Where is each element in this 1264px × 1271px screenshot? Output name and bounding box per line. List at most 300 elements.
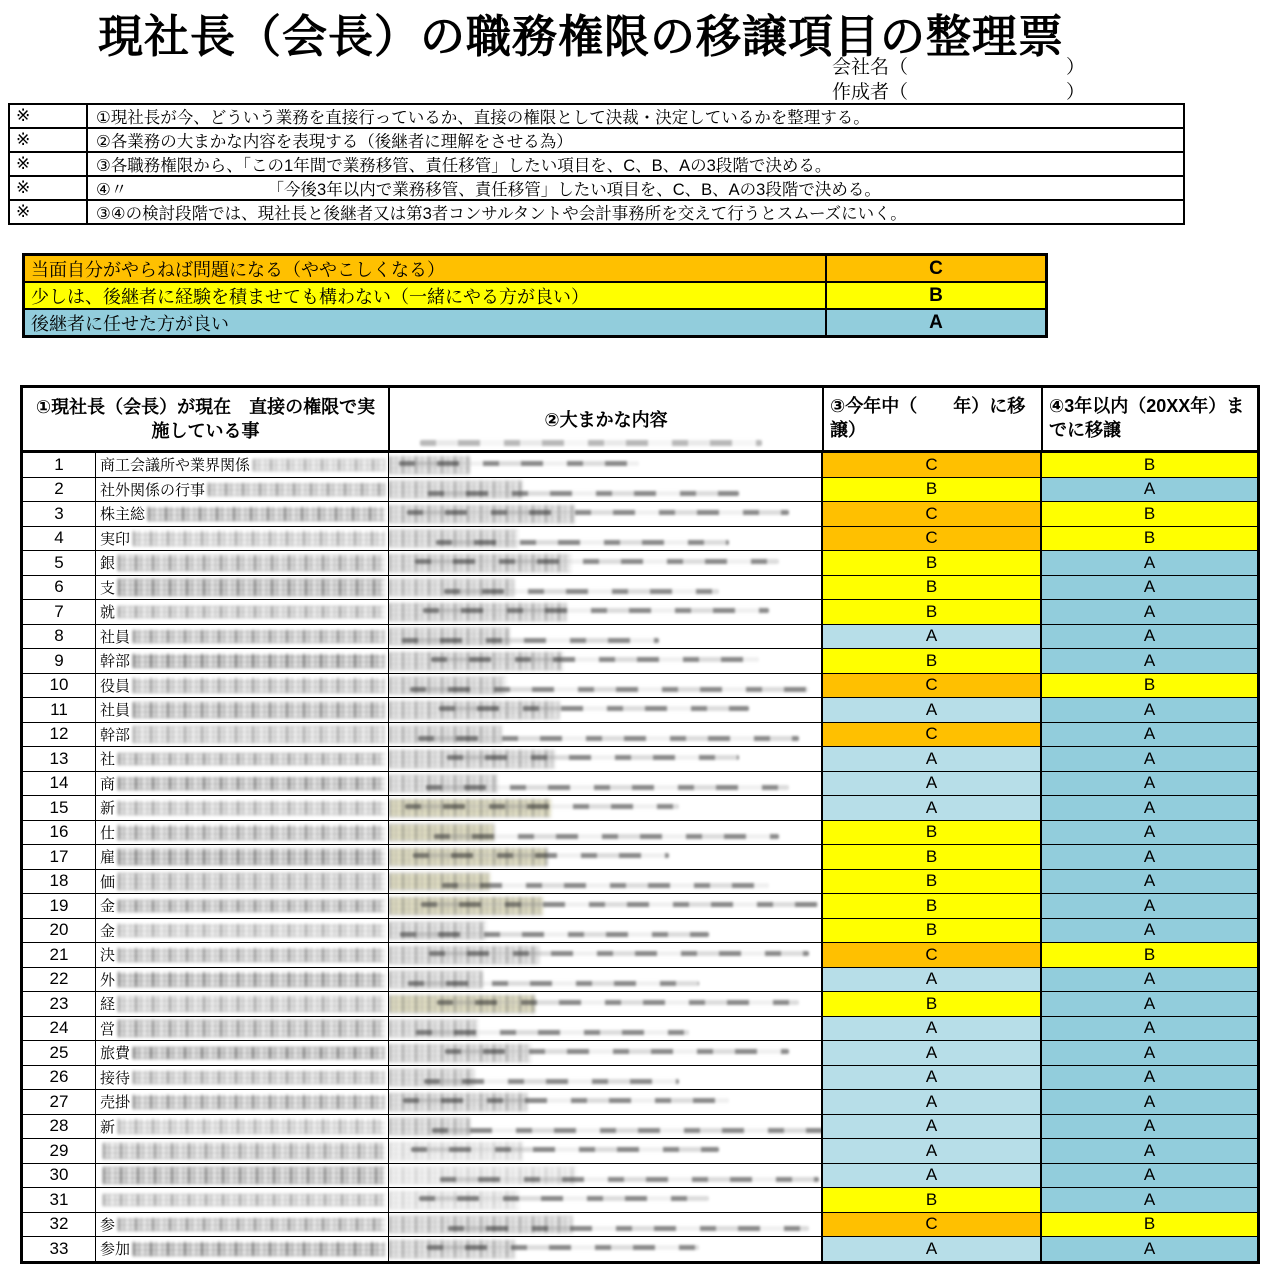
table-row — [23, 625, 1257, 650]
transfer-three-year: A — [1042, 1164, 1257, 1188]
redacted-smudge — [118, 555, 385, 571]
table-row — [23, 772, 1257, 797]
redacted-smudge — [405, 804, 679, 809]
redacted-smudge — [103, 1194, 385, 1206]
item-name-text: 社員 — [100, 628, 131, 646]
transfer-this-year: A — [823, 1090, 1042, 1114]
table-row — [23, 527, 1257, 552]
legend-table — [22, 253, 1048, 338]
redacted-smudge — [118, 924, 385, 937]
item-name — [96, 1090, 389, 1114]
transfer-three-year: A — [1042, 551, 1257, 575]
item-name — [96, 1164, 389, 1188]
note-marker: ※ — [10, 105, 88, 127]
transfer-this-year: B — [823, 821, 1042, 845]
transfer-three-year: A — [1042, 821, 1257, 845]
item-name — [96, 527, 389, 551]
item-name — [96, 1017, 389, 1041]
note-text: ①現社長が今、どういう業務を直接行っているか、直接の権限として決裁・決定しているかを整理する。 — [96, 109, 870, 127]
legend-label: 後継者に任せた方が良い — [25, 310, 827, 335]
redacted-smudge — [408, 981, 699, 986]
transfer-this-year: A — [823, 1164, 1042, 1188]
row-number: 5 — [23, 551, 96, 575]
table-row — [23, 894, 1257, 919]
item-name — [96, 625, 389, 649]
item-name — [96, 821, 389, 845]
transfer-this-year: C — [823, 723, 1042, 747]
item-name — [96, 919, 389, 943]
table-row — [23, 1237, 1257, 1261]
transfer-this-year: B — [823, 845, 1042, 869]
table-row — [23, 845, 1257, 870]
note-marker: ※ — [10, 201, 88, 223]
table-row — [23, 821, 1257, 846]
transfer-three-year: A — [1042, 1066, 1257, 1090]
item-name-text: 金 — [100, 898, 116, 916]
transfer-this-year: B — [823, 894, 1042, 918]
note-marker: ※ — [10, 129, 88, 151]
author-row — [832, 77, 1085, 104]
redacted-smudge — [133, 678, 385, 693]
table-row — [23, 723, 1257, 748]
item-description — [389, 478, 823, 502]
row-number: 22 — [23, 968, 96, 992]
redacted-smudge — [403, 1098, 729, 1103]
item-description — [389, 527, 823, 551]
transfer-three-year: A — [1042, 870, 1257, 894]
redacted-smudge — [133, 726, 385, 743]
item-name-text: 外 — [100, 971, 116, 989]
item-name — [96, 845, 389, 869]
transfer-this-year: A — [823, 1041, 1042, 1065]
item-name-text: 幹部 — [100, 653, 131, 671]
table-row — [23, 1017, 1257, 1042]
redacted-smudge — [420, 440, 762, 446]
row-number: 26 — [23, 1066, 96, 1090]
row-number: 24 — [23, 1017, 96, 1041]
row-number: 3 — [23, 502, 96, 526]
item-description — [389, 625, 823, 649]
row-number: 32 — [23, 1213, 96, 1237]
note-marker: ※ — [10, 153, 88, 175]
item-description — [389, 1017, 823, 1041]
row-number: 4 — [23, 527, 96, 551]
redacted-smudge — [429, 951, 809, 956]
redacted-smudge — [118, 1020, 385, 1037]
table-row — [23, 576, 1257, 601]
item-name-text: 旅費 — [100, 1045, 131, 1063]
redacted-smudge — [133, 702, 385, 718]
item-name-text: 就 — [100, 604, 116, 622]
transfer-this-year: A — [823, 1115, 1042, 1139]
transfer-three-year: B — [1042, 674, 1257, 698]
item-description — [389, 821, 823, 845]
item-name-text: 新 — [100, 1118, 116, 1136]
item-description — [389, 1115, 823, 1139]
redacted-smudge — [431, 657, 759, 662]
redacted-smudge — [444, 589, 719, 594]
row-number: 8 — [23, 625, 96, 649]
redacted-smudge — [418, 736, 799, 741]
table-row — [23, 600, 1257, 625]
row-number: 2 — [23, 478, 96, 502]
item-description — [389, 723, 823, 747]
item-name-text: 銀 — [100, 555, 116, 573]
table-row — [23, 453, 1257, 478]
transfer-this-year: A — [823, 1066, 1042, 1090]
item-name — [96, 1139, 389, 1163]
row-number: 33 — [23, 1237, 96, 1261]
redacted-smudge — [419, 1196, 709, 1201]
item-name — [96, 870, 389, 894]
item-name-text: 雇 — [100, 849, 116, 867]
item-description — [389, 919, 823, 943]
notes-table — [8, 103, 1185, 225]
transfer-three-year: A — [1042, 649, 1257, 673]
table-row — [23, 674, 1257, 699]
row-number: 12 — [23, 723, 96, 747]
transfer-three-year: A — [1042, 1139, 1257, 1163]
item-name-text: 営 — [100, 1020, 116, 1038]
row-number: 1 — [23, 453, 96, 477]
authority-table-header — [23, 388, 1257, 453]
item-name-text: 社 — [100, 751, 116, 769]
transfer-this-year: B — [823, 551, 1042, 575]
table-row — [23, 968, 1257, 993]
item-name-text: 商 — [100, 775, 116, 793]
item-description — [389, 968, 823, 992]
transfer-this-year: C — [823, 943, 1042, 967]
transfer-three-year: A — [1042, 894, 1257, 918]
redacted-smudge — [118, 579, 385, 596]
row-number: 17 — [23, 845, 96, 869]
item-description — [389, 1164, 823, 1188]
item-name-text: 社外関係の行事 — [100, 481, 206, 499]
row-number: 11 — [23, 698, 96, 722]
redacted-smudge — [413, 853, 669, 858]
row-number: 6 — [23, 576, 96, 600]
item-description — [389, 772, 823, 796]
transfer-three-year: A — [1042, 1041, 1257, 1065]
row-number: 27 — [23, 1090, 96, 1114]
redacted-smudge — [415, 559, 779, 564]
redacted-smudge — [416, 1030, 689, 1035]
item-name — [96, 1188, 389, 1212]
item-name — [96, 894, 389, 918]
note-text: ③各職務権限から、「この1年間で業務移管、責任移管」したい項目を、C、B、Aの3段階で決める。 — [96, 157, 832, 175]
authority-table-body — [23, 453, 1257, 1261]
transfer-three-year: A — [1042, 478, 1257, 502]
item-name — [96, 943, 389, 967]
item-name — [96, 478, 389, 502]
item-name-text: 売掛 — [100, 1094, 131, 1112]
table-row — [23, 1115, 1257, 1140]
redacted-smudge — [447, 755, 739, 760]
transfer-this-year: A — [823, 747, 1042, 771]
authority-table — [20, 385, 1260, 1264]
redacted-smudge — [103, 1143, 385, 1159]
item-name-text: 商工会議所や業界関係 — [100, 457, 251, 475]
row-number: 16 — [23, 821, 96, 845]
legend-value: C — [827, 256, 1045, 281]
table-row — [23, 943, 1257, 968]
table-row — [23, 796, 1257, 821]
item-name — [96, 453, 389, 477]
item-description — [389, 649, 823, 673]
table-row — [23, 747, 1257, 772]
redacted-smudge — [133, 630, 385, 643]
row-number: 28 — [23, 1115, 96, 1139]
transfer-this-year: C — [823, 502, 1042, 526]
item-name-text: 接待 — [100, 1069, 131, 1087]
transfer-three-year: A — [1042, 1017, 1257, 1041]
table-row — [23, 1090, 1257, 1115]
redacted-smudge — [118, 873, 385, 890]
transfer-three-year: A — [1042, 625, 1257, 649]
redacted-smudge — [436, 540, 729, 545]
table-row — [23, 992, 1257, 1017]
row-number: 10 — [23, 674, 96, 698]
item-description — [389, 796, 823, 820]
row-number: 13 — [23, 747, 96, 771]
transfer-this-year: B — [823, 600, 1042, 624]
transfer-three-year: A — [1042, 1090, 1257, 1114]
transfer-three-year: B — [1042, 1213, 1257, 1237]
header-transfer-three-years: ④3年以内（20XX年）までに移譲 — [1049, 396, 1245, 441]
item-name — [96, 649, 389, 673]
transfer-this-year: C — [823, 674, 1042, 698]
item-name-text: 経 — [100, 996, 116, 1014]
redacted-smudge — [427, 1245, 699, 1250]
transfer-three-year: A — [1042, 576, 1257, 600]
company-name-close-paren: ） — [1066, 57, 1086, 78]
item-description — [389, 1090, 823, 1114]
item-description — [389, 502, 823, 526]
row-number: 31 — [23, 1188, 96, 1212]
transfer-this-year: B — [823, 478, 1042, 502]
item-name-text: 価 — [100, 873, 116, 891]
row-number: 18 — [23, 870, 96, 894]
redacted-smudge — [208, 483, 385, 496]
header-transfer-this-year: ③今年中（ 年）に移譲） — [824, 388, 1043, 450]
transfer-this-year: C — [823, 453, 1042, 477]
redacted-smudge — [103, 1167, 385, 1184]
note-text: ②各業務の大まかな内容を表現する（後継者に理解をさせる為） — [96, 133, 573, 151]
item-description — [389, 698, 823, 722]
item-name-text: 役員 — [100, 677, 131, 695]
row-number: 29 — [23, 1139, 96, 1163]
redacted-smudge — [118, 948, 385, 962]
item-name — [96, 674, 389, 698]
redacted-smudge — [410, 687, 809, 692]
item-name-text: 決 — [100, 947, 116, 965]
transfer-three-year: A — [1042, 919, 1257, 943]
transfer-this-year: A — [823, 796, 1042, 820]
item-name — [96, 600, 389, 624]
note-row — [10, 105, 1183, 129]
legend-row — [25, 283, 1045, 310]
redacted-smudge — [400, 932, 709, 937]
item-name — [96, 992, 389, 1016]
note-text: ③④の検討段階では、現社長と後継者又は第3者コンサルタントや会計事務所を交えて行うとスムーズにいく。 — [96, 205, 907, 223]
transfer-this-year: B — [823, 919, 1042, 943]
transfer-this-year: B — [823, 576, 1042, 600]
item-name — [96, 1115, 389, 1139]
redacted-smudge — [432, 1128, 823, 1133]
item-name — [96, 723, 389, 747]
transfer-three-year: A — [1042, 1188, 1257, 1212]
redacted-smudge — [118, 753, 385, 765]
transfer-this-year: B — [823, 992, 1042, 1016]
transfer-three-year: B — [1042, 527, 1257, 551]
redacted-smudge — [428, 491, 739, 496]
page-title: 現社長（会長）の職務権限の移譲項目の整理票 — [98, 11, 1065, 62]
item-name — [96, 796, 389, 820]
transfer-three-year: A — [1042, 723, 1257, 747]
item-name — [96, 551, 389, 575]
redacted-smudge — [118, 606, 385, 618]
item-name — [96, 1237, 389, 1261]
table-row — [23, 698, 1257, 723]
table-row — [23, 1041, 1257, 1066]
transfer-this-year: A — [823, 698, 1042, 722]
company-name-label: 会社名（ — [832, 57, 909, 78]
item-description — [389, 1213, 823, 1237]
item-name-text: 参加 — [100, 1241, 131, 1259]
table-row — [23, 502, 1257, 527]
redacted-smudge — [148, 507, 385, 521]
redacted-smudge — [402, 638, 659, 643]
item-description — [389, 674, 823, 698]
item-description — [389, 992, 823, 1016]
table-row — [23, 1188, 1257, 1213]
item-description — [389, 845, 823, 869]
redacted-smudge — [440, 1177, 819, 1182]
row-number: 19 — [23, 894, 96, 918]
redacted-smudge — [437, 1000, 799, 1005]
transfer-this-year: C — [823, 1213, 1042, 1237]
item-name-text: 支 — [100, 579, 116, 597]
redacted-smudge — [421, 902, 819, 907]
row-number: 14 — [23, 772, 96, 796]
item-name — [96, 502, 389, 526]
transfer-this-year: B — [823, 870, 1042, 894]
row-number: 30 — [23, 1164, 96, 1188]
transfer-this-year: B — [823, 1188, 1042, 1212]
redacted-smudge — [445, 1049, 789, 1054]
item-description — [389, 894, 823, 918]
table-row — [23, 1164, 1257, 1189]
item-description — [389, 1041, 823, 1065]
redacted-smudge — [118, 777, 385, 790]
item-description — [389, 1139, 823, 1163]
header-rough-content: ②大まかな内容 — [390, 388, 824, 450]
company-name-row — [832, 52, 1085, 79]
redacted-smudge — [118, 825, 385, 840]
transfer-three-year: B — [1042, 943, 1257, 967]
row-number: 15 — [23, 796, 96, 820]
redacted-smudge — [133, 1071, 385, 1084]
item-name-text: 実印 — [100, 530, 131, 548]
item-name-text: 仕 — [100, 824, 116, 842]
redacted-smudge — [118, 801, 385, 815]
transfer-three-year: A — [1042, 600, 1257, 624]
transfer-three-year: A — [1042, 968, 1257, 992]
legend-value: B — [827, 283, 1045, 308]
item-name-text: 社員 — [100, 702, 131, 720]
item-description — [389, 1237, 823, 1261]
redacted-smudge — [253, 459, 385, 471]
transfer-three-year: A — [1042, 747, 1257, 771]
item-description — [389, 600, 823, 624]
item-name-text: 新 — [100, 800, 116, 818]
redacted-smudge — [118, 900, 385, 912]
transfer-three-year: A — [1042, 772, 1257, 796]
item-description — [389, 576, 823, 600]
redacted-smudge — [133, 1242, 385, 1256]
item-name — [96, 968, 389, 992]
table-row — [23, 649, 1257, 674]
row-number: 9 — [23, 649, 96, 673]
redacted-smudge — [434, 834, 779, 839]
row-number: 25 — [23, 1041, 96, 1065]
table-row — [23, 1139, 1257, 1164]
redacted-smudge — [133, 654, 385, 668]
item-name — [96, 576, 389, 600]
transfer-three-year: A — [1042, 1237, 1257, 1261]
redacted-smudge — [423, 608, 769, 613]
redacted-smudge — [399, 461, 639, 466]
item-name-text: 株主総 — [100, 506, 146, 524]
author-label: 作成者（ — [832, 82, 909, 103]
redacted-smudge — [133, 531, 385, 546]
item-name — [96, 1066, 389, 1090]
redacted-smudge — [118, 996, 385, 1012]
item-description — [389, 1066, 823, 1090]
item-description — [389, 453, 823, 477]
item-description — [389, 747, 823, 771]
item-name — [96, 1041, 389, 1065]
item-name-text: 幹部 — [100, 726, 131, 744]
item-description — [389, 943, 823, 967]
transfer-three-year: B — [1042, 453, 1257, 477]
author-close-paren: ） — [1066, 82, 1086, 103]
transfer-three-year: A — [1042, 845, 1257, 869]
transfer-this-year: A — [823, 968, 1042, 992]
legend-row — [25, 256, 1045, 283]
redacted-smudge — [118, 849, 385, 865]
legend-value: A — [827, 310, 1045, 335]
transfer-this-year: C — [823, 527, 1042, 551]
transfer-this-year: A — [823, 772, 1042, 796]
item-description — [389, 870, 823, 894]
note-marker: ※ — [10, 177, 88, 199]
item-name-text: 参 — [100, 1216, 116, 1234]
note-row — [10, 129, 1183, 153]
item-name — [96, 772, 389, 796]
legend-label: 当面自分がやらねば問題になる（ややこしくなる） — [25, 256, 827, 281]
legend-row — [25, 310, 1045, 335]
row-number: 20 — [23, 919, 96, 943]
redacted-smudge — [411, 1147, 719, 1152]
redacted-smudge — [426, 785, 789, 790]
transfer-this-year: A — [823, 1017, 1042, 1041]
row-number: 7 — [23, 600, 96, 624]
table-row — [23, 551, 1257, 576]
table-row — [23, 478, 1257, 503]
table-row — [23, 1066, 1257, 1091]
item-name — [96, 1213, 389, 1237]
